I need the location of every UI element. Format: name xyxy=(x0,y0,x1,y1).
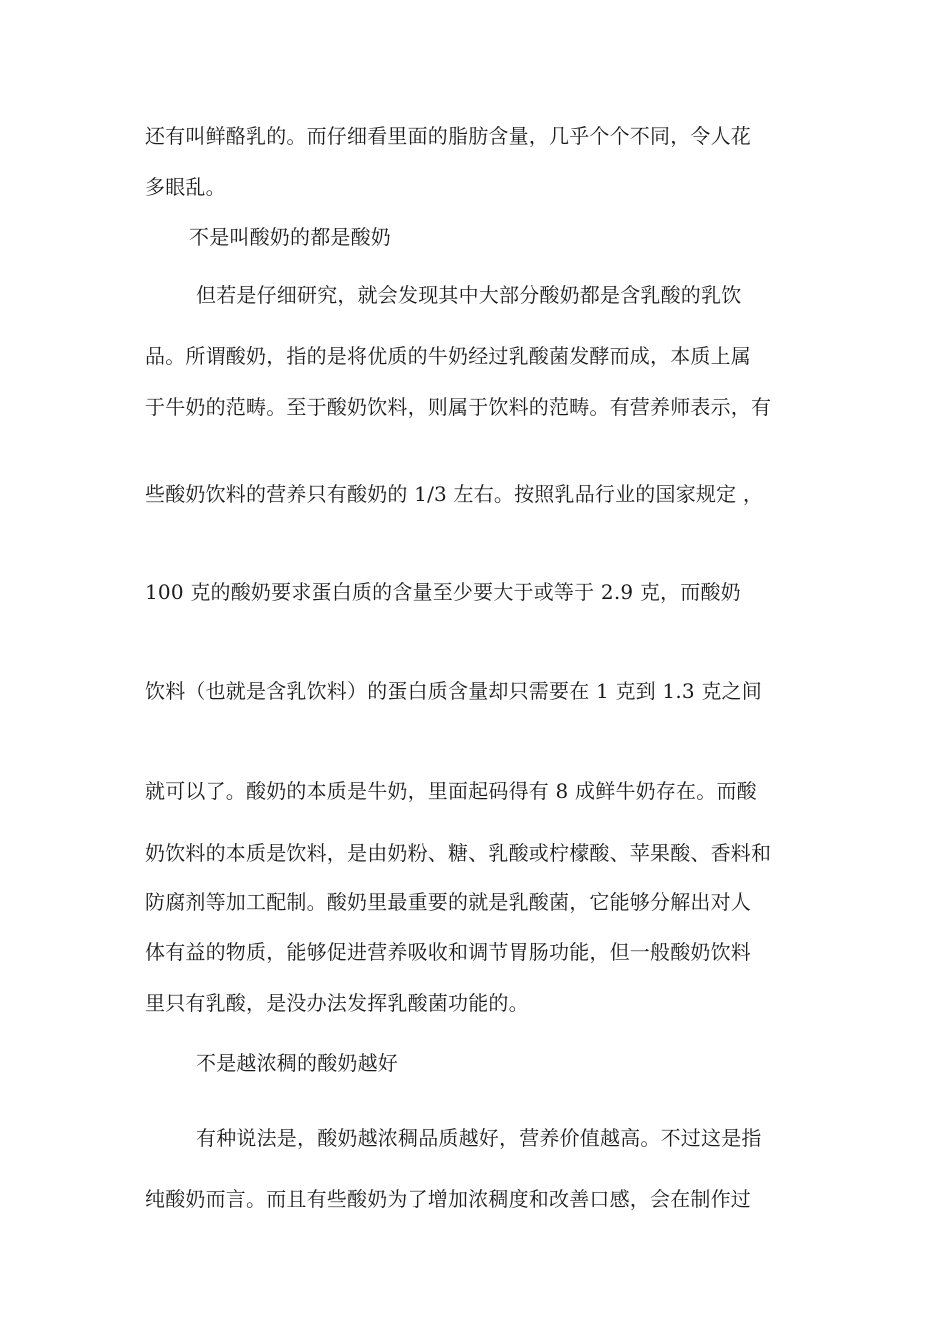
paragraph-line: 还有叫鲜酪乳的。而仔细看里面的脂肪含量，几乎个个不同，令人花 xyxy=(145,124,751,148)
paragraph-line: 但若是仔细研究，就会发现其中大部分酸奶都是含乳酸的乳饮 xyxy=(196,283,742,307)
paragraph-line: 饮料（也就是含乳饮料）的蛋白质含量却只需要在 1 克到 1.3 克之间 xyxy=(145,679,762,703)
paragraph-line: 体有益的物质，能够促进营养吸收和调节胃肠功能，但一般酸奶饮料 xyxy=(145,940,751,964)
paragraph-line: 里只有乳酸，是没办法发挥乳酸菌功能的。 xyxy=(145,991,529,1015)
paragraph-line: 就可以了。酸奶的本质是牛奶，里面起码得有 8 成鲜牛奶存在。而酸 xyxy=(145,779,757,803)
paragraph-line: 些酸奶饮料的营养只有酸奶的 1/3 左右。按照乳品行业的国家规定 ， xyxy=(145,482,764,506)
paragraph-line: 多眼乱。 xyxy=(145,175,226,199)
paragraph-line: 品。所谓酸奶，指的是将优质的牛奶经过乳酸菌发酵而成，本质上属 xyxy=(145,344,751,368)
section-heading: 不是越浓稠的酸奶越好 xyxy=(196,1051,398,1075)
paragraph-line: 防腐剂等加工配制。酸奶里最重要的就是乳酸菌，它能够分解出对人 xyxy=(145,890,751,914)
paragraph-line: 有种说法是，酸奶越浓稠品质越好，营养价值越高。不过这是指 xyxy=(196,1126,762,1150)
paragraph-line: 100 克的酸奶要求蛋白质的含量至少要大于或等于 2.9 克，而酸奶 xyxy=(145,580,741,604)
paragraph-line: 纯酸奶而言。而且有些酸奶为了增加浓稠度和改善口感，会在制作过 xyxy=(145,1187,751,1211)
paragraph-line: 于牛奶的范畴。至于酸奶饮料，则属于饮料的范畴。有营养师表示，有 xyxy=(145,395,772,419)
paragraph-line: 奶饮料的本质是饮料，是由奶粉、糖、乳酸或柠檬酸、苹果酸、香料和 xyxy=(145,841,772,865)
section-heading: 不是叫酸奶的都是酸奶 xyxy=(189,225,391,249)
